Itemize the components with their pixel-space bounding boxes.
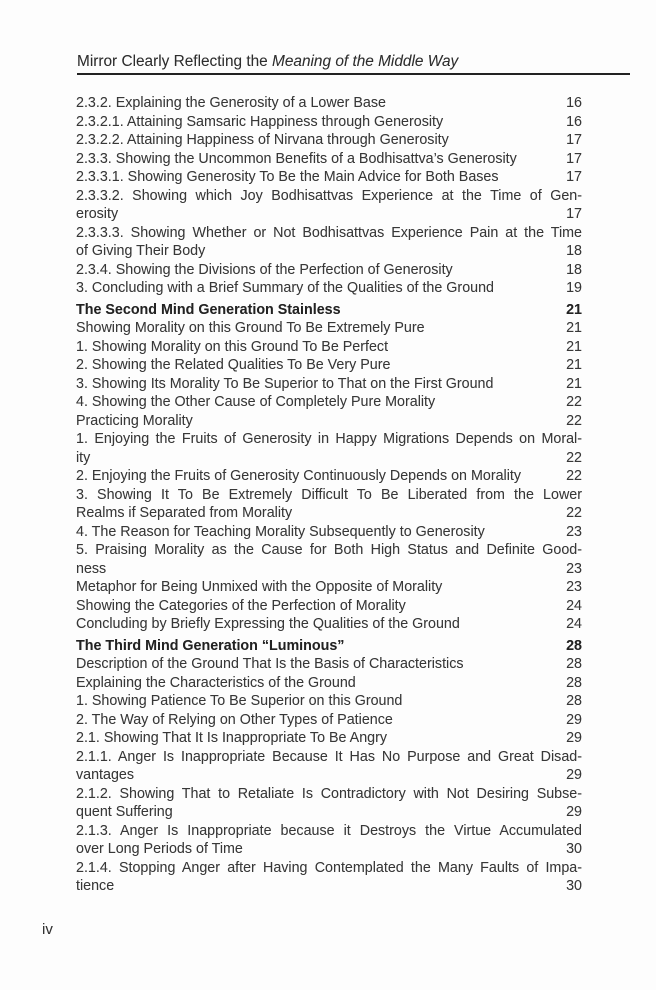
toc-entry-text: 2.1.3. Anger Is Inappropriate because it Destroys the Virtue Accumulated	[76, 822, 582, 839]
toc-entry	[76, 113, 582, 132]
toc-entry-text: 1. Enjoying the Fruits of Generosity in Happy Migrations Depends on Moral-	[76, 431, 582, 447]
toc-entry-text: Description of the Ground That Is the Basis of Characteristics	[76, 656, 464, 672]
toc-entry-line	[76, 859, 582, 878]
toc-entry-text: Realms if Separated from Morality	[76, 505, 293, 521]
toc-entry	[76, 393, 582, 412]
toc-page-number: 29	[566, 711, 582, 728]
toc-page-number: 24	[566, 616, 582, 632]
toc-entry	[76, 301, 582, 320]
toc-entry	[76, 412, 582, 431]
toc-entry	[76, 785, 582, 822]
toc-page-number: 21	[566, 357, 582, 373]
toc-entry-text: of Giving Their Body	[76, 243, 206, 259]
toc-entry-line	[76, 261, 582, 280]
toc-page-number: 22	[566, 449, 582, 466]
toc-entry-text: Explaining the Characteristics of the Ground	[76, 674, 356, 691]
toc-entry	[76, 541, 582, 578]
toc-entry-line	[76, 504, 582, 523]
toc-entry	[76, 131, 582, 150]
toc-entry-line	[76, 729, 582, 748]
toc-entry	[76, 279, 582, 298]
toc-entry-line	[76, 187, 582, 206]
toc-page-number: 23	[566, 579, 582, 595]
toc-entry-line	[76, 785, 582, 804]
toc-page-number: 18	[566, 243, 582, 259]
toc-entry	[76, 655, 582, 674]
toc-page-number: 29	[566, 767, 582, 783]
toc-entry-text: 2. The Way of Relying on Other Types of Patience	[76, 711, 393, 728]
toc-entry-line	[76, 615, 582, 634]
toc-entry	[76, 486, 582, 523]
toc-entry-line	[76, 168, 582, 187]
toc-entry-line	[76, 877, 582, 896]
toc-entry	[76, 859, 582, 896]
header-rule	[77, 73, 630, 75]
toc-entry-text: The Second Mind Generation Stainless	[76, 301, 341, 318]
toc-entry-line	[76, 486, 582, 505]
toc-entry-text: tience	[76, 878, 115, 894]
toc-entry-text: 2.3.3.1. Showing Generosity To Be the Main Advice for Both Bases	[76, 169, 499, 185]
toc-entry	[76, 711, 582, 730]
toc-page-number: 28	[566, 656, 582, 672]
toc-page-number: 28	[566, 637, 582, 654]
toc-entry-line	[76, 578, 582, 597]
toc-entry	[76, 224, 582, 261]
running-header	[77, 53, 458, 70]
toc	[76, 94, 582, 896]
toc-page-number: 17	[566, 150, 582, 167]
toc-page-number: 19	[566, 280, 582, 296]
toc-entry-text: 2.1. Showing That It Is Inappropriate To Be Angry	[76, 730, 388, 746]
toc-entry-text: 2.3.2. Explaining the Generosity of a Lower Base	[76, 95, 386, 111]
toc-entry	[76, 615, 582, 634]
toc-page-number: 17	[566, 206, 582, 222]
toc-entry	[76, 338, 582, 357]
toc-page-number: 30	[566, 841, 582, 857]
toc-page-number: 21	[566, 375, 582, 392]
toc-entry-line	[76, 94, 582, 113]
toc-page-number: 28	[566, 693, 582, 709]
toc-page-number: 21	[566, 320, 582, 336]
toc-entry-line	[76, 467, 582, 486]
toc-entry-text: quent Suffering	[76, 804, 173, 820]
toc-entry-line	[76, 674, 582, 693]
toc-entry-line	[76, 375, 582, 394]
toc-page-number: 29	[566, 804, 582, 820]
toc-entry-text: 2.3.3.3. Showing Whether or Not Bodhisattvas Experience Pain at the Time	[76, 224, 582, 241]
toc-entry-line	[76, 279, 582, 298]
toc-page-number: 23	[566, 523, 582, 540]
running-header-title-italic: Meaning of the Middle Way	[272, 53, 459, 70]
toc-page-number: 17	[566, 169, 582, 185]
toc-entry-line	[76, 655, 582, 674]
toc-entry-text: 3. Showing It To Be Extremely Difficult To Be Liberated from the Lower	[76, 486, 582, 503]
toc-entry-text: erosity	[76, 206, 119, 222]
toc-entry-text: 1. Showing Morality on this Ground To Be Perfect	[76, 338, 389, 355]
toc-entry-text: 2.3.4. Showing the Divisions of the Perfection of Generosity	[76, 261, 453, 278]
toc-entry-text: 3. Concluding with a Brief Summary of the Qualities of the Ground	[76, 280, 494, 296]
toc-entry-text: 2. Enjoying the Fruits of Generosity Continuously Depends on Morality	[76, 468, 522, 484]
toc-page-number: 24	[566, 597, 582, 614]
toc-entry-line	[76, 692, 582, 711]
toc-page-number: 28	[566, 674, 582, 691]
toc-entry-text: 2.1.1. Anger Is Inappropriate Because It Has No Purpose and Great Disad-	[76, 748, 582, 765]
toc-entry-line	[76, 224, 582, 243]
toc-page-number: 22	[566, 468, 582, 484]
toc-entry	[76, 356, 582, 375]
toc-page-number: 29	[566, 730, 582, 746]
toc-entry-text: vantages	[76, 767, 135, 783]
toc-entry-line	[76, 523, 582, 542]
toc-entry-line	[76, 319, 582, 338]
toc-entry-line	[76, 560, 582, 579]
toc-page-number: 21	[566, 301, 582, 318]
toc-entry-text: ness	[76, 560, 107, 577]
toc-entry-text: Showing the Categories of the Perfection of Morality	[76, 597, 406, 614]
toc-entry-line	[76, 131, 582, 150]
toc-entry-line	[76, 840, 582, 859]
toc-entry-text: 2. Showing the Related Qualities To Be Very Pure	[76, 357, 391, 373]
toc-entry-line	[76, 766, 582, 785]
toc-entry-line	[76, 356, 582, 375]
toc-entry-text: ity	[76, 449, 91, 466]
toc-entry-text: Showing Morality on this Ground To Be Extremely Pure	[76, 320, 425, 336]
toc-page-number: 22	[566, 412, 582, 429]
toc-entry-text: Metaphor for Being Unmixed with the Opposite of Morality	[76, 579, 443, 595]
toc-entry	[76, 822, 582, 859]
running-header-title: Mirror Clearly Reflecting the	[77, 53, 268, 70]
toc-entry	[76, 187, 582, 224]
toc-entry	[76, 94, 582, 113]
toc-entry-line	[76, 242, 582, 261]
toc-page-number: 22	[566, 505, 582, 521]
toc-entry-text: 4. The Reason for Teaching Morality Subsequently to Generosity	[76, 523, 485, 540]
toc-entry	[76, 748, 582, 785]
toc-entry	[76, 692, 582, 711]
toc-entry-text: over Long Periods of Time	[76, 841, 243, 857]
toc-entry	[76, 430, 582, 467]
toc-entry-line	[76, 205, 582, 224]
toc-entry-text: 2.3.3.2. Showing which Joy Bodhisattvas Experience at the Time of Gen-	[76, 187, 582, 204]
toc-page-number: 30	[566, 878, 582, 894]
toc-entry-text: 2.1.2. Showing That to Retaliate Is Contradictory with Not Desiring Subse-	[76, 785, 582, 802]
toc-entry-text: 1. Showing Patience To Be Superior on this Ground	[76, 693, 403, 709]
toc-entry-line	[76, 150, 582, 169]
toc-entry-line	[76, 430, 582, 449]
toc-entry-text: 3. Showing Its Morality To Be Superior to That on the First Ground	[76, 375, 494, 392]
toc-entry-line	[76, 748, 582, 767]
toc-entry	[76, 261, 582, 280]
toc-entry-line	[76, 449, 582, 468]
toc-entry-line	[76, 711, 582, 730]
toc-entry-text: 2.1.4. Stopping Anger after Having Contemplated the Many Faults of Impa-	[76, 859, 582, 876]
toc-entry-line	[76, 637, 582, 656]
toc-entry-line	[76, 803, 582, 822]
toc-entry-line	[76, 412, 582, 431]
toc-entry-line	[76, 597, 582, 616]
toc-entry	[76, 523, 582, 542]
toc-entry	[76, 729, 582, 748]
toc-entry	[76, 168, 582, 187]
toc-entry-line	[76, 338, 582, 357]
toc-entry-text: 2.3.2.1. Attaining Samsaric Happiness through Generosity	[76, 113, 444, 130]
toc-entry-line	[76, 113, 582, 132]
toc-entry-text: 2.3.2.2. Attaining Happiness of Nirvana through Generosity	[76, 132, 449, 148]
toc-entry-line	[76, 822, 582, 841]
toc-page-number: 18	[566, 261, 582, 278]
toc-entry-line	[76, 393, 582, 412]
toc-entry	[76, 150, 582, 169]
toc-page-number: 23	[566, 560, 582, 577]
toc-page-number: 16	[566, 95, 582, 111]
toc-entry	[76, 637, 582, 656]
toc-entry-line	[76, 301, 582, 320]
toc-entry-text: 2.3.3. Showing the Uncommon Benefits of a Bodhisattva’s Generosity	[76, 150, 517, 167]
toc-entry-line	[76, 541, 582, 560]
toc-entry-text: 4. Showing the Other Cause of Completely Pure Morality	[76, 394, 436, 410]
toc-page-number: 17	[566, 132, 582, 148]
toc-page-number: 22	[566, 394, 582, 410]
toc-entry-text: Concluding by Briefly Expressing the Qualities of the Ground	[76, 616, 460, 632]
toc-entry-text: Practicing Morality	[76, 412, 193, 429]
toc-entry	[76, 597, 582, 616]
toc-page-number: 21	[566, 338, 582, 355]
toc-entry	[76, 319, 582, 338]
toc-entry-text: 5. Praising Morality as the Cause for Both High Status and Definite Good-	[76, 542, 582, 558]
toc-page-number: 16	[566, 113, 582, 130]
toc-entry-text: The Third Mind Generation “Luminous”	[76, 637, 345, 654]
toc-entry	[76, 674, 582, 693]
toc-entry	[76, 375, 582, 394]
footer-page-number: iv	[42, 921, 53, 938]
toc-entry	[76, 578, 582, 597]
toc-entry	[76, 467, 582, 486]
